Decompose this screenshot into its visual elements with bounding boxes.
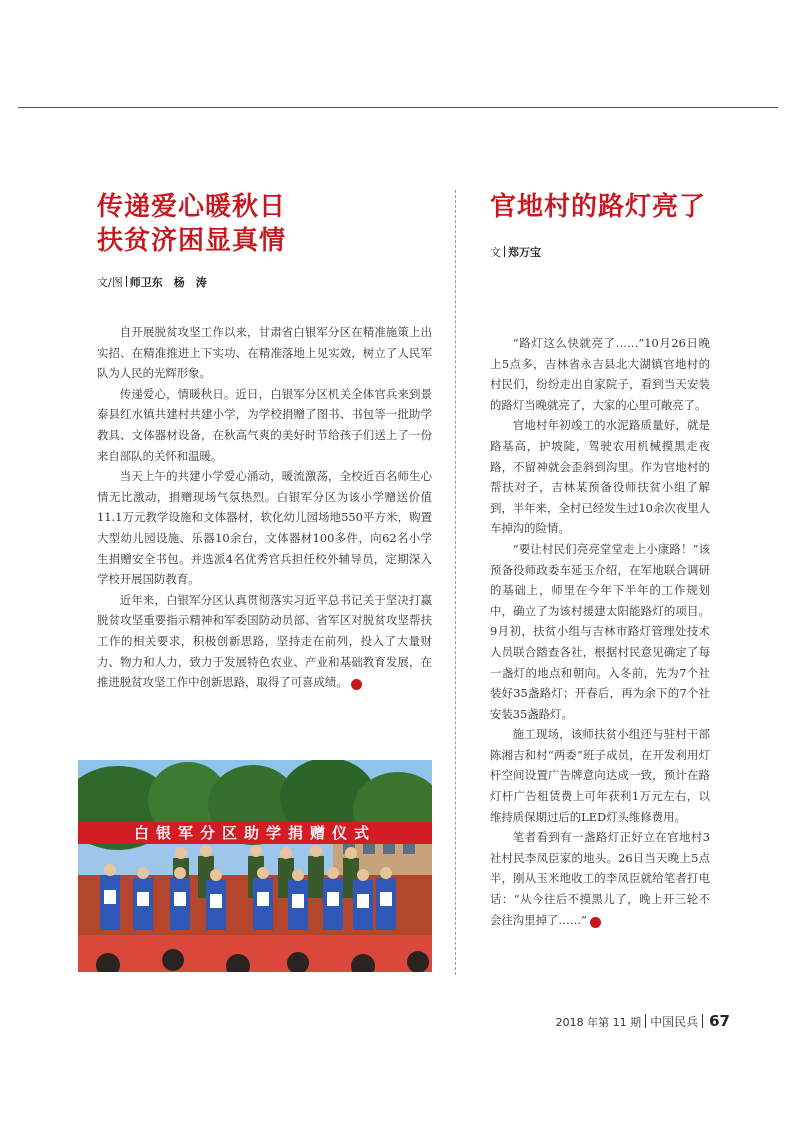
left-paragraph-4-text: 近年来，白银军分区认真贯彻落实习近平总书记关于坚决打赢脱贫攻坚重要指示精神和军委国防动员部、省军区对脱贫攻坚帮扶工作的相关要求，积极创新思路，坚持走在前列，投入了大量财力、物力和人力，致力于发展特色农业、产业和基础教育发展，在推进脱贫攻坚工作中创新思路，取得了可喜成绩。: [97, 592, 432, 690]
issue-label: 2018 年第 11 期: [555, 1016, 642, 1029]
left-paragraph-4: [97, 590, 432, 693]
right-article-title: 官地村的路灯亮了: [490, 192, 707, 222]
left-byline-prefix: 文/图: [97, 276, 123, 289]
left-byline-authors: 师卫东 杨 涛: [129, 276, 207, 289]
right-paragraph-2: 官地村年初竣工的水泥路质量好，就是路基高，护坡陡，驾驶农用机械摸黑走夜路，不留神就会歪斜到沟里。作为官地村的帮扶对子，吉林某预备役师扶贫小组了解到，半年来，全村已经发生过10余次夜里人车掉沟的险情。: [490, 418, 710, 536]
page-number: 67: [709, 1012, 730, 1030]
right-byline-author: 郑万宝: [508, 246, 541, 259]
end-mark-icon: 兵: [351, 679, 362, 690]
left-paragraph-3: 当天上午的共建小学爱心涌动，暖流激荡，全校近百名师生心情无比激动，捐赠现场气氛热烈。白银军分区为该小学赠送价值11.1万元教学设施和文体器材，软化幼儿园场地550平方米，购置大型幼儿园设施、乐器10余台，文体器材100多件，向62名小学生捐赠安全书包。并选派4名优秀官兵担任校外辅导员，定期深入学校开展国防教育。: [97, 469, 432, 587]
byline-separator: [504, 246, 505, 257]
right-paragraph-4: 施工现场，该师扶贫小组还与驻村干部陈湘吉和村“两委”班子成员，在开发利用灯杆空间设置广告牌意向达成一致，预计在路灯杆广告租赁费上可年获利1万元左右，以维持质保期过后的LED灯头维修费用。: [490, 727, 710, 824]
footer-separator: [702, 1014, 703, 1028]
right-paragraph-1: “路灯这么快就亮了……”10月26日晚上5点多，吉林省永吉县北大湖镇官地村的村民们，纷纷走出自家院子，看到当天安装的路灯当晚就亮了，大家的心里可敞亮了。: [490, 336, 710, 412]
footer-separator: [645, 1014, 646, 1028]
donation-ceremony-photo: [78, 760, 432, 972]
right-paragraph-5-text: 笔者看到有一盏路灯正好立在官地村3社村民李凤臣家的地头。26日当天晚上5点半，刚从玉米地收工的李凤臣就给笔者打电话：“从今往后不摸黑儿了，晚上开三轮不会往沟里掉了……”: [490, 830, 710, 927]
left-article-body: [97, 322, 432, 693]
left-title-line-1: 传递爱心暖秋日: [97, 192, 287, 222]
right-paragraph-3: “要让村民们亮亮堂堂走上小康路！”该预备役师政委车延玉介绍，在军地联合调研的基础上，师里在今年下半年的工作规划中，确立了为该村援建太阳能路灯的项目。9月初，扶贫小组与吉林市路灯管理处技术人员联合踏查各社，根据村民意见确定了每一盏灯的地点和朝向。入冬前，先为7个社装好35盏路灯；开春后，再为余下的7个社安装35盏路灯。: [490, 541, 710, 721]
column-divider: [455, 190, 456, 975]
right-paragraph-5: [490, 827, 710, 930]
photo-banner-text: 白银军分区助学捐赠仪式: [133, 824, 376, 842]
left-byline: [97, 274, 207, 290]
left-paragraph-2: 传递爱心，情暖秋日。近日，白银军分区机关全体官兵来到景泰县红水镇共建村共建小学，为学校捐赠了图书、书包等一批助学教具、文体器材设备，在秋高气爽的美好时节给孩子们送上了一份来自部队的关怀和温暖。: [97, 386, 432, 463]
end-mark-icon: 兵: [590, 917, 601, 928]
right-byline-prefix: 文: [490, 246, 501, 259]
left-paragraph-1: 自开展脱贫攻坚工作以来，甘肃省白银军分区在精准施策上出实招、在精准推进上下实功、在精准落地上见实效，树立了人民军队为人民的光辉形象。: [97, 325, 432, 381]
left-title-line-2: 扶贫济困显真情: [97, 226, 287, 256]
right-article-body: [490, 333, 710, 930]
left-article-title: [97, 190, 286, 258]
byline-separator: [126, 276, 127, 287]
page-footer: [556, 1012, 730, 1030]
magazine-name: 中国民兵: [650, 1015, 699, 1029]
ceremony-photo-illustration: [78, 760, 432, 972]
header-rule: [18, 107, 778, 108]
right-byline: [490, 244, 541, 260]
